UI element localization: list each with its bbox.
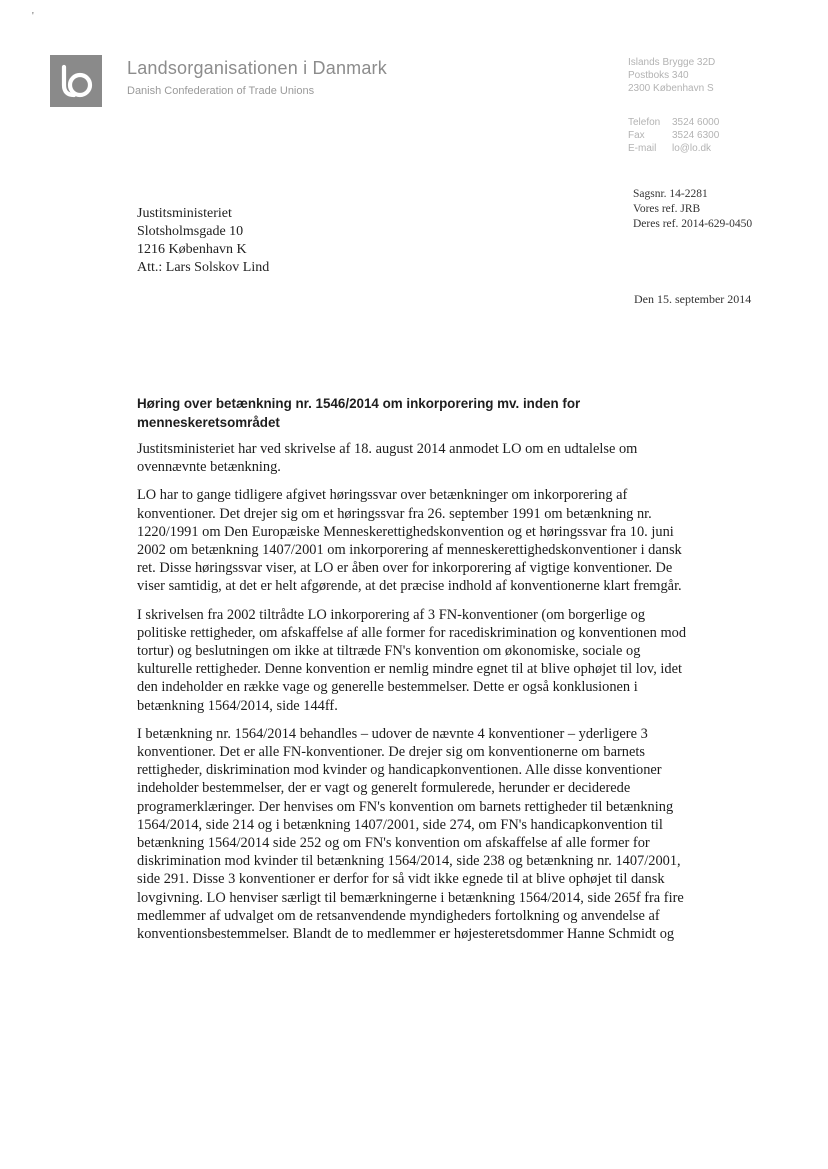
subject-heading: Høring over betænkning nr. 1546/2014 om inkorporering mv. inden for menneskeretsområdet <box>137 396 581 430</box>
your-reference: Deres ref. 2014-629-0450 <box>633 218 753 230</box>
contact-block <box>628 116 719 155</box>
fax-value: 3524 6300 <box>672 130 720 141</box>
our-reference: Vores ref. JRB <box>633 203 701 215</box>
body-paragraph: I skrivelsen fra 2002 tiltrådte LO inkorporering af 3 FN-konventioner (om borgerlige og politiske rettigheder, om afskaffelse af alle former for racediskrimination og konventionen mod tortur) og beslutningen om ikke at tiltræde FN's konvention om økonomiske, sociale og kulturelle rettigheder. Denne konvention er nemlig mindre egnet til at blive ophøjet til lov, idet den indeholder en række vage og generelle bestemmelser. Dette er også konklusionen i betænkning 1564/2014, side 144ff. <box>137 606 687 714</box>
body-paragraph: Justitsministeriet har ved skrivelse af 18. august 2014 anmodet LO om en udtalelse om ovennævnte betænkning. <box>137 441 638 476</box>
recipient-address <box>137 205 269 277</box>
address-line: Postboks 340 <box>628 70 689 81</box>
fax-row <box>628 129 719 142</box>
lo-logo <box>50 55 102 107</box>
organization-subtitle: Danish Confederation of Trade Unions <box>127 85 315 97</box>
body-paragraph: LO har to gange tidligere afgivet høringssvar over betænkninger om inkorporering af konventioner. Det drejer sig om et høringssvar fra 26. september 1991 om betænkning nr. 1220/1991 om Den Europæiske Menneskerettighedskonvention og et høringssvar fra 10. juni 2002 om betænkning 1407/2001 om inkorporering af menneskerettighedskonventioner i dansk ret. Disse høringssvar viser, at LO er åben over for inkorporering af vigtige konventioner. De viser samtidig, at det er helt afgørende, at det præcise indhold af konventionerne klart fremgår. <box>137 487 682 595</box>
email-value: lo@lo.dk <box>672 143 712 154</box>
address-line: 2300 København S <box>628 83 714 94</box>
address-line: Islands Brygge 32D <box>628 57 716 68</box>
recipient-line: 1216 København K <box>137 242 247 257</box>
body-paragraph: I betænkning nr. 1564/2014 behandles – udover de nævnte 4 konventioner – yderligere 3 konventioner. Det er alle FN-konventioner. De drejer sig om konventionerne om barnets rettigheder, diskrimination mod kvinder og handicapkonventionen. Alle disse konventioner indeholder bestemmelser, der er vagt og generelt formulerede, herunder er deciderede programerklæringer. Der henvises om FN's konvention om barnets rettigheder til betænkning 1564/2014, side 214 og i betænkning 1407/2001, side 274, om FN's handicapkonvention til betænkning 1564/2014 side 252 og om FN's konvention om afskaffelse af alle former for diskrimination mod kvinder til betænkning 1564/2014, side 238 og betænkning nr. 1407/2001, side 291. Disse 3 konventioner er derfor for så vidt ikke egnede til at blive ophøjet til dansk lovgivning. LO henviser særligt til bemærkningerne i betænkning 1564/2014, side 265f fra fire medlemmer af udvalget om de retsanvendende myndigheders fortolkning og anvendelse af konventionsbestemmelser. Blandt de to medlemmer er højesteretsdommer Hanne Schmidt og <box>137 725 684 943</box>
email-label: E-mail <box>628 143 657 154</box>
phone-value: 3524 6000 <box>672 117 720 128</box>
organization-name: Landsorganisationen i Danmark <box>127 58 387 78</box>
phone-row <box>628 116 719 129</box>
fax-label: Fax <box>628 130 645 141</box>
reference-block <box>633 187 752 232</box>
recipient-line: Justitsministeriet <box>137 206 232 221</box>
lo-logo-icon <box>50 55 102 107</box>
corner-mark: ' <box>32 11 34 22</box>
email-row <box>628 142 719 155</box>
letter-body <box>137 440 692 953</box>
letter-date: Den 15. september 2014 <box>634 292 752 306</box>
recipient-line: Slotsholmsgade 10 <box>137 224 244 239</box>
case-number: Sagsnr. 14-2281 <box>633 188 708 200</box>
phone-label: Telefon <box>628 117 661 128</box>
address-block <box>628 56 715 95</box>
recipient-line: Att.: Lars Solskov Lind <box>137 260 270 275</box>
